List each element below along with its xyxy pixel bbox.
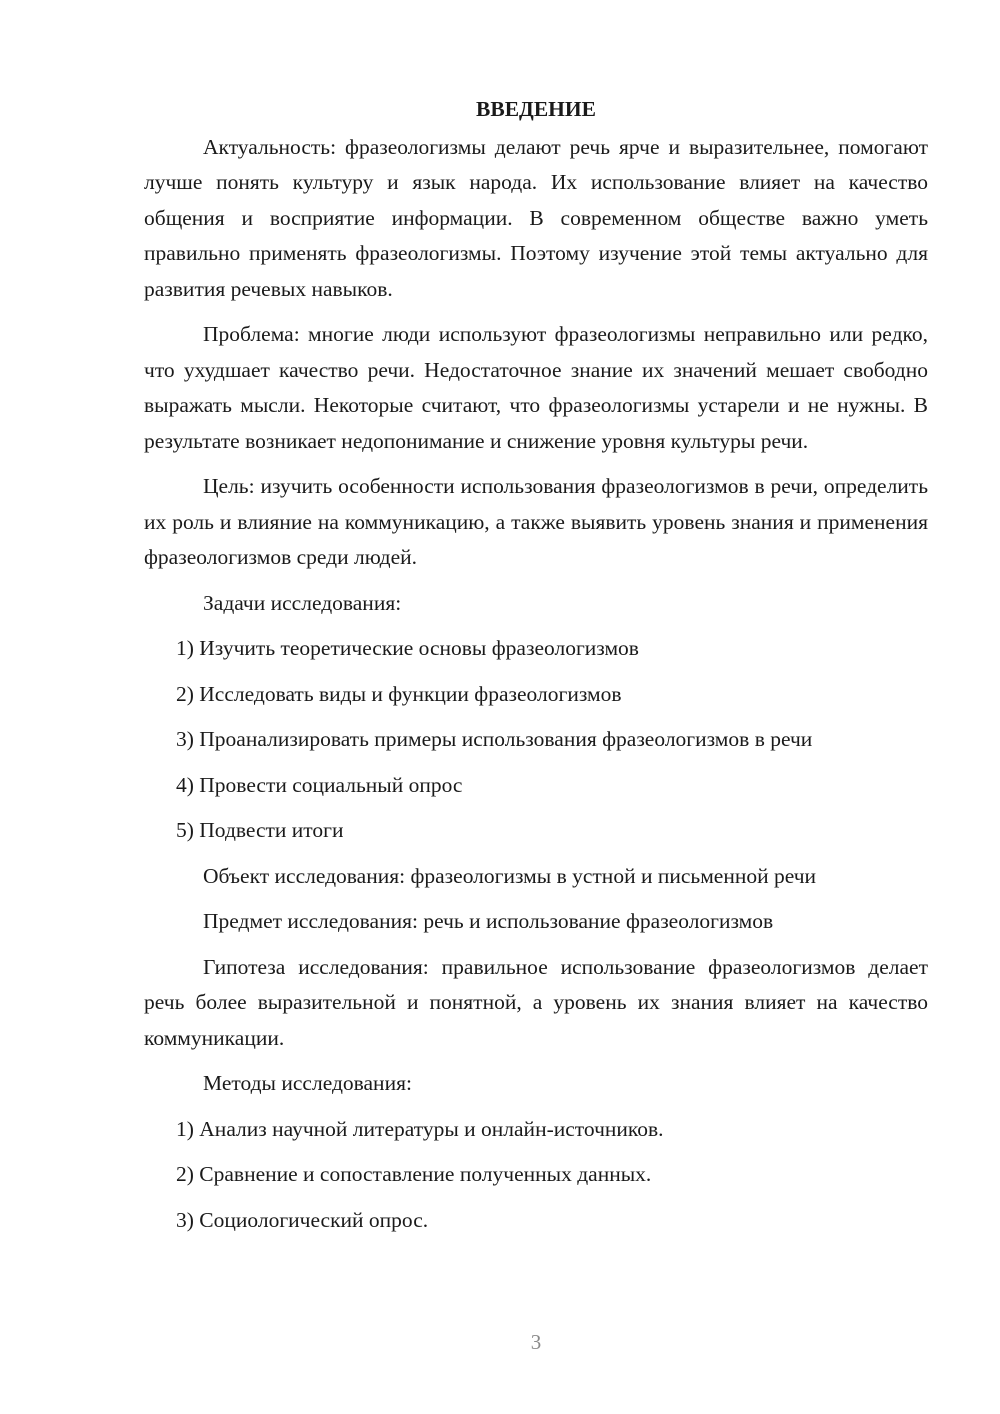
list-item: 2) Сравнение и сопоставление полученных данных. <box>176 1162 652 1186</box>
tasks-heading: Задачи исследования: <box>203 590 402 615</box>
list-item: 3) Проанализировать примеры использования фразеологизмов в речи <box>176 727 813 751</box>
list-item: 1) Анализ научной литературы и онлайн-источников. <box>176 1116 664 1141</box>
methods-heading: Методы исследования: <box>203 1071 412 1095</box>
hypothesis-paragraph: Гипотеза исследования: правильное использование фразеологизмов делает речь более выразительной и понятной, а уровень их знания влияет на качество коммуникации. <box>144 954 928 1050</box>
relevance-paragraph: Актуальность: фразеологизмы делают речь ярче и выразительнее, помогают лучше понять культуру и язык народа. Их использование влияет на качество общения и восприятие информации. В современном обществе важно уметь правильно применять фразеологизмы. Поэтому изучение этой темы актуально для развития речевых навыков. <box>144 134 928 301</box>
goal-paragraph: Цель: изучить особенности использования фразеологизмов в речи, определить их роль и влияние на коммуникацию, а также выявить уровень знания и применения фразеологизмов среди людей. <box>144 474 928 569</box>
tasks-list <box>144 631 928 849</box>
list-item: 2) Исследовать виды и функции фразеологизмов <box>176 681 622 706</box>
methods-list <box>144 1112 928 1239</box>
page-number: 3 <box>530 1330 542 1354</box>
list-item: 3) Социологический опрос. <box>176 1207 429 1232</box>
object-paragraph: Объект исследования: фразеологизмы в устной и письменной речи <box>203 863 817 888</box>
list-item: 4) Провести социальный опрос <box>176 772 463 797</box>
list-item: 1) Изучить теоретические основы фразеологизмов <box>176 636 639 660</box>
problem-paragraph: Проблема: многие люди используют фразеологизмы неправильно или редко, что ухудшает качество речи. Недостаточное знание их значений мешает свободно выражать мысли. Некоторые считают, что фразеологизмы устарели и не нужны. В результате возникает недопонимание и снижение уровня культуры речи. <box>144 322 928 453</box>
subject-paragraph: Предмет исследования: речь и использование фразеологизмов <box>203 909 774 933</box>
list-item: 5) Подвести итоги <box>176 818 344 842</box>
document-page <box>144 92 928 1248</box>
page-title: ВВЕДЕНИЕ <box>476 97 596 121</box>
